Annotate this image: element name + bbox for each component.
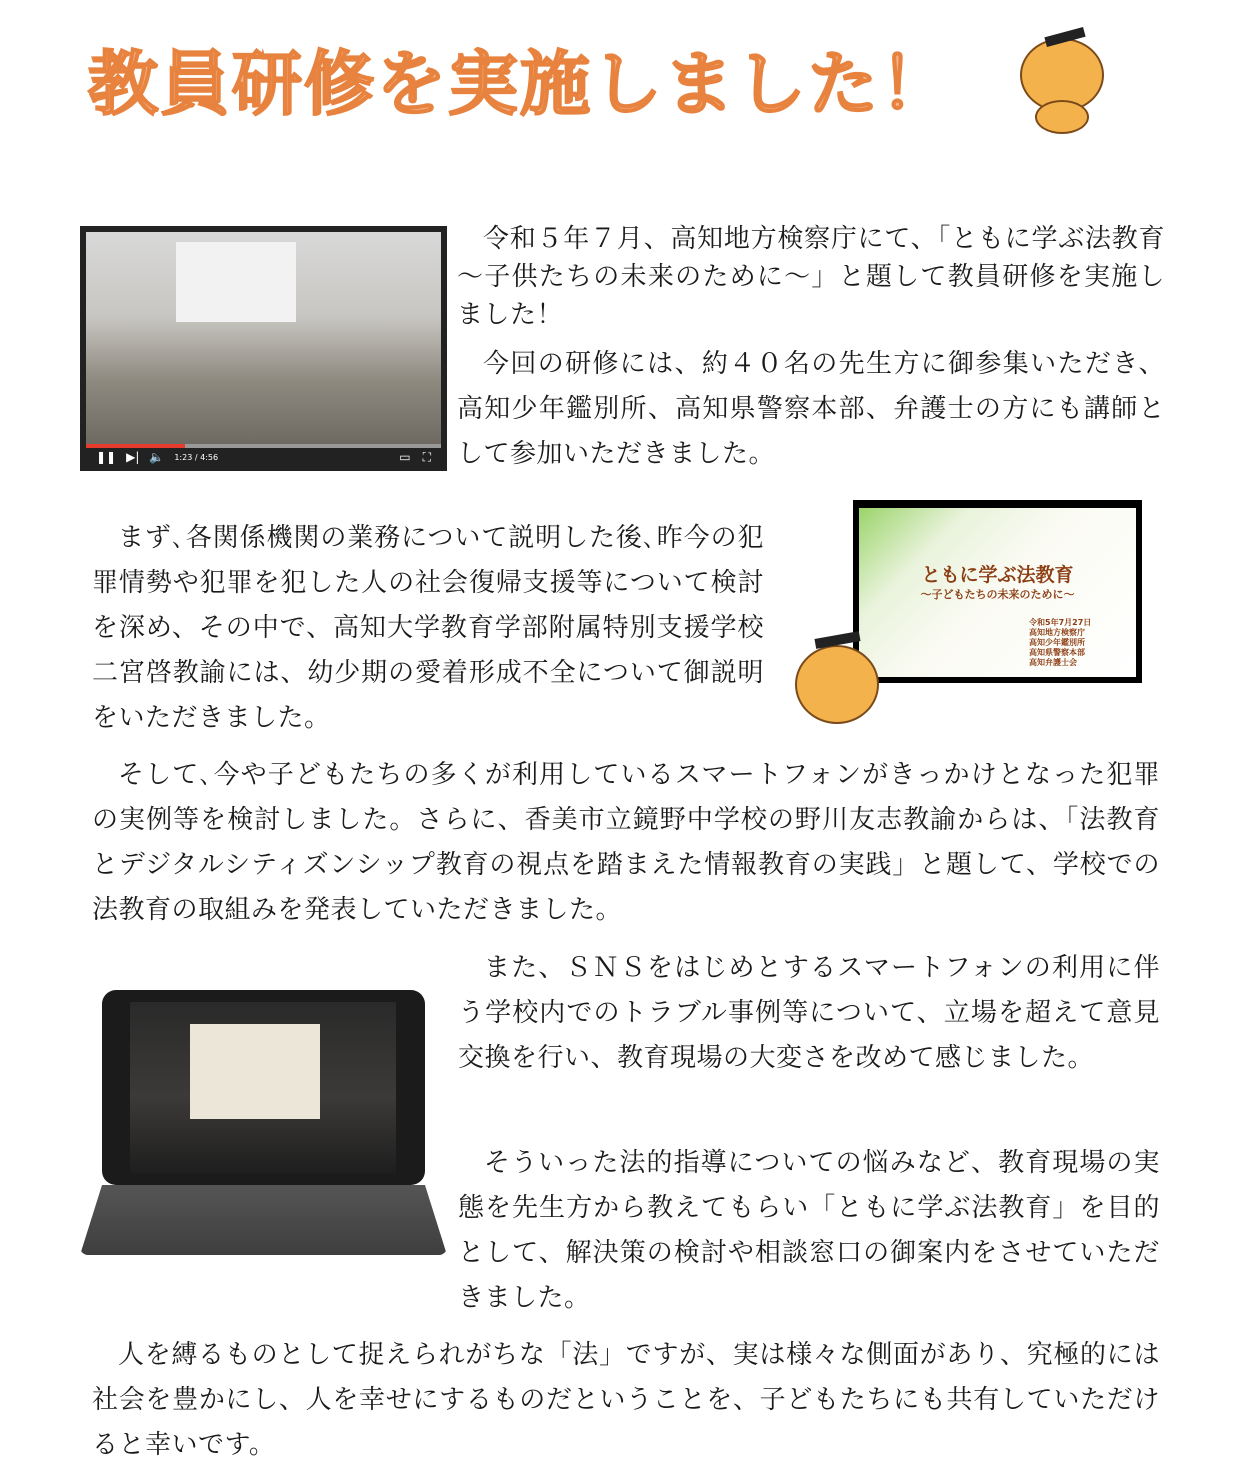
video-player[interactable]: [80, 226, 447, 471]
slide-title: ともに学ぶ法教育: [921, 564, 1074, 586]
tablet-photo: [80, 990, 447, 1258]
paragraph: そういった法的指導についての悩みなど、教育現場の実態を先生方から教えてもらい「ともに学ぶ法教育」を目的として、解決策の検討や相談窓口の御案内をさせていただきました。: [458, 1148, 1160, 1313]
volume-icon[interactable]: 🔈: [149, 450, 165, 464]
slide-org: 高知弁護士会: [1029, 658, 1077, 667]
paragraph: 今回の研修には、約４０名の先生方に御参集いただき、高知少年鑑別所、高知県警察本部、弁護士の方にも講師として参加いただきました。: [457, 349, 1165, 469]
mascot-illustration-pointer: [790, 630, 900, 730]
fullscreen-icon[interactable]: ⛶: [422, 449, 431, 464]
keyboard: [80, 1185, 447, 1255]
paragraph: まず､各関係機関の業務について説明した後､昨今の犯罪情勢や犯罪を犯した人の社会復帰支援等について検討を深め、その中で、高知大学教育学部附属特別支援学校二宮啓教諭には、幼少期の愛着形成不全について御説明をいただきました。: [92, 523, 764, 733]
slide-subtitle: ～子どもたちの未来のために～: [920, 588, 1075, 601]
pause-icon[interactable]: ❚❚: [96, 450, 117, 464]
paragraph: 令和５年７月、高知地方検察庁にて、「ともに学ぶ法教育～子供たちの未来のために～」と題して教員研修を実施しました！: [457, 224, 1165, 330]
video-time: 1:23 / 4:56: [174, 452, 219, 462]
page-title: 教員研修を実施しました！: [88, 43, 952, 125]
paragraph: 人を縛るものとして捉えられがちな「法」ですが、実は様々な側面があり、究極的には社会を豊かにし、人を幸せにするものだということを、子どもたちにも共有していただけると幸いです。: [92, 1340, 1160, 1460]
slide-org: 高知地方検察庁: [1029, 628, 1085, 637]
slide-org: 高知県警察本部: [1029, 648, 1085, 657]
theater-mode-icon[interactable]: ▭: [399, 449, 411, 464]
paragraph: また、ＳＮＳをはじめとするスマートフォンの利用に伴う学校内でのトラブル事例等について、立場を超えて意見交換を行い、教育現場の大変さを改めて感じました。: [458, 953, 1160, 1073]
mascot-illustration-top: [1015, 20, 1110, 140]
slide-org: 高知少年鑑別所: [1029, 638, 1085, 647]
training-photo: [86, 232, 441, 444]
slide-date: 令和5年7月27日: [1029, 618, 1092, 627]
next-icon[interactable]: ▶|: [126, 450, 140, 464]
paragraph-1-block: [457, 220, 1165, 334]
paragraph: そして､今や子どもたちの多くが利用しているスマートフォンがきっかけとなった犯罪の実例等を検討しました。さらに、香美市立鏡野中学校の野川友志教諭からは、「法教育とデジタルシティズンシップ教育の視点を踏まえた情報教育の実践」と題して、学校での法教育の取組みを発表していただきました。: [92, 760, 1160, 925]
